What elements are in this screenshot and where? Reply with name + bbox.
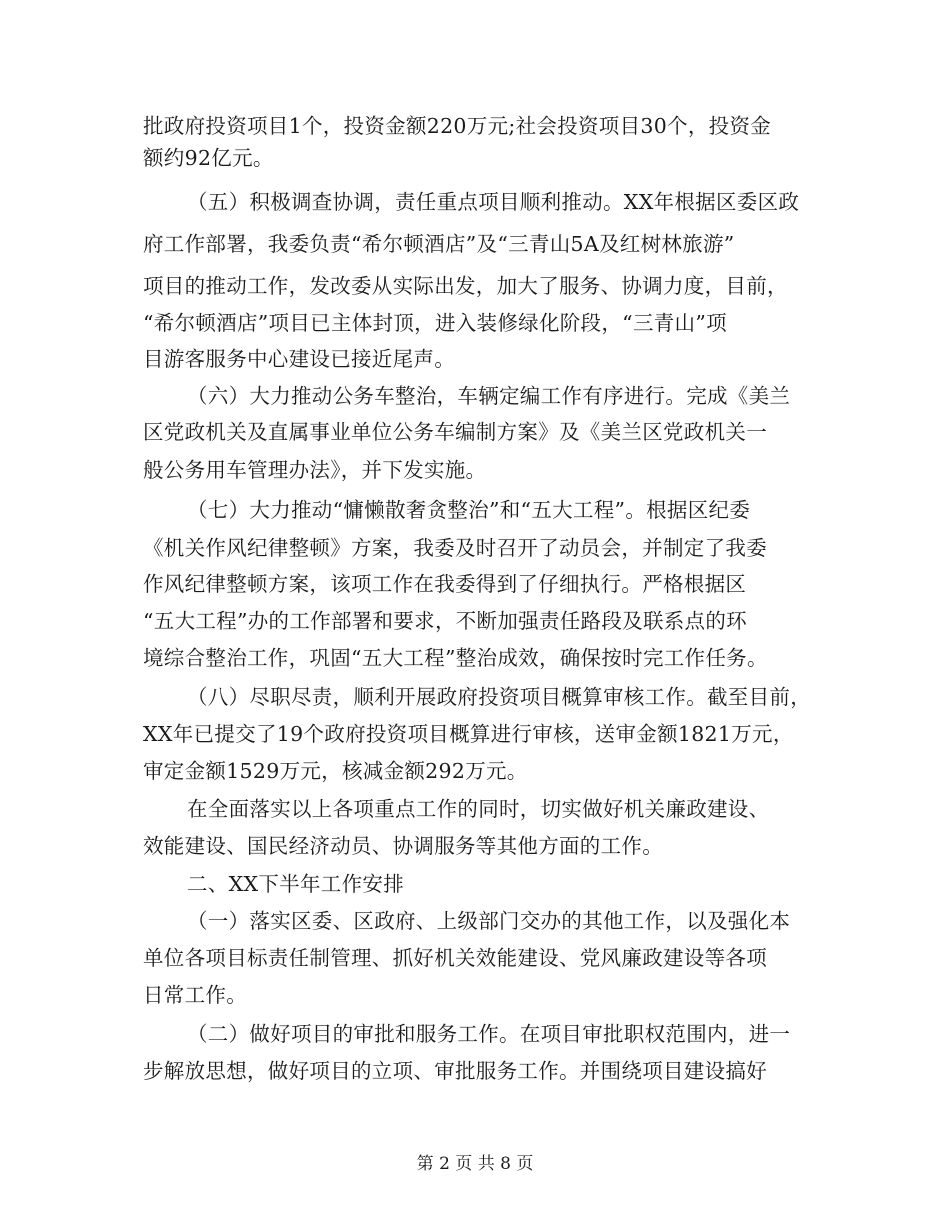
text-line: （八）尽职尽责，顺利开展政府投资项目概算审核工作。截至目前，: [187, 685, 811, 709]
text-line: （五）积极调查协调，责任重点项目顺利推动。XX年根据区委区政: [187, 190, 800, 214]
text-line: 额约92亿元。: [143, 146, 274, 170]
text-line: 审定金额1529万元，核减金额292万元。: [143, 759, 528, 783]
section-heading: 二、XX下半年工作安排: [187, 872, 404, 896]
text-line: 作风纪律整顿方案，该项工作在我委得到了仔细执行。严格根据区: [143, 572, 747, 596]
text-line: （七）大力推动“慵懒散奢贪整治”和“五大工程”。根据区纪委: [187, 498, 751, 522]
text-line: 在全面落实以上各项重点工作的同时，切实做好机关廉政建设、: [187, 797, 770, 821]
text-line: （二）做好项目的审批和服务工作。在项目审批职权范围内，进一: [187, 1022, 791, 1046]
text-line: XX年已提交了19个政府投资项目概算进行审核，送审金额1821万元，: [143, 722, 794, 746]
text-line: 府工作部署，我委负责“希尔顿酒店”及“三青山5A及红树林旅游”: [143, 232, 735, 256]
text-line: 目游客服务中心建设已接近尾声。: [143, 347, 455, 371]
text-line: 效能建设、国民经济动员、协调服务等其他方面的工作。: [143, 834, 663, 858]
text-line: 步解放思想，做好项目的立项、审批服务工作。并围绕项目建设搞好: [143, 1059, 767, 1083]
text-line: 批政府投资项目1个，投资金额220万元;社会投资项目30个，投资金: [143, 114, 772, 138]
text-line: （六）大力推动公务车整治，车辆定编工作有序进行。完成《美兰: [187, 384, 791, 408]
text-line: 区党政机关及直属事业单位公务车编制方案》及《美兰区党政机关一: [143, 420, 767, 444]
text-line: 《机关作风纪律整顿》方案，我委及时召开了动员会，并制定了我委: [143, 536, 767, 560]
text-line: “五大工程”办的工作部署和要求，不断加强责任路段及联系点的环: [143, 609, 747, 633]
text-line: 日常工作。: [143, 983, 247, 1007]
text-line: 境综合整治工作，巩固“五大工程”整治成效，确保按时完工作任务。: [143, 646, 768, 670]
text-line: （一）落实区委、区政府、上级部门交办的其他工作，以及强化本: [187, 909, 791, 933]
text-line: 般公务用车管理办法》，并下发实施。: [143, 458, 487, 482]
page-number-footer: 第 2 页 共 8 页: [416, 1154, 534, 1174]
text-line: 项目的推动工作，发改委从实际出发，加大了服务、协调力度，目前，: [143, 274, 788, 298]
text-line: 单位各项目标责任制管理、抓好机关效能建设、党风廉政建设等各项: [143, 946, 767, 970]
text-line: “希尔顿酒店”项目已主体封顶，进入装修绿化阶段，“三青山”项: [143, 311, 727, 335]
